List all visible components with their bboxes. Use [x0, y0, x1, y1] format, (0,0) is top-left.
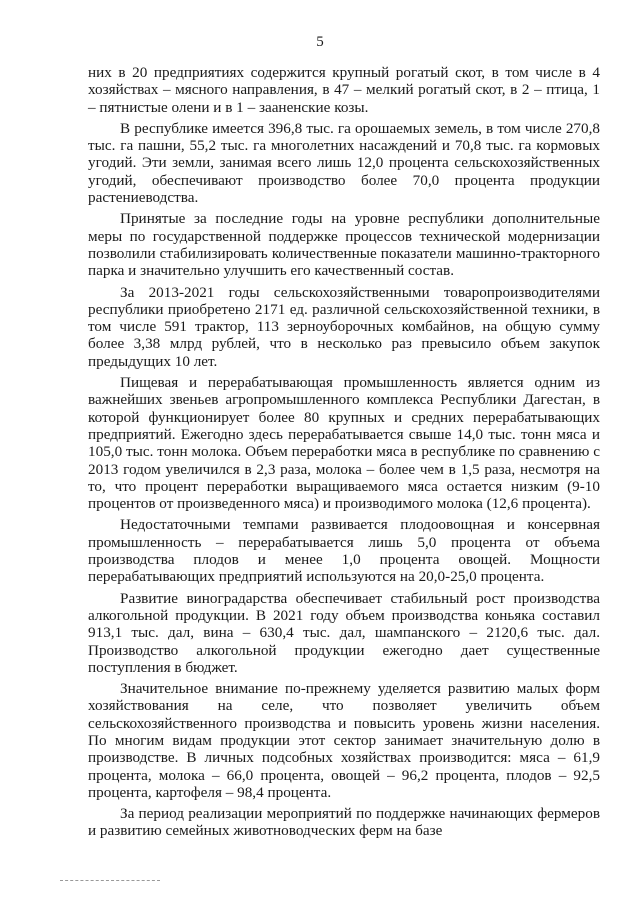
paragraph-food-processing: Пищевая и перерабатывающая промышленность является одним из важнейших звеньев агропромышленного комплекса Республики Дагестан, в которой функционирует более 80 крупных и средних перерабатывающих предприятий. Ежегодно здесь перерабатывается свыше 14,0 тыс. тонн мяса и 105,0 тыс. тонн молока. Объем переработки мяса в республике по сравнению с 2013 годом увеличился в 2,3 раза, молока – более чем в 1,5 раза, несмотря на то, что процент переработки выращиваемого мяса остается низким (9-10 процентов от произведенного мяса) и производимого молока (12,6 процента).	[88, 374, 600, 513]
page-number: 5	[316, 34, 324, 50]
document-body	[88, 64, 600, 844]
paragraph-machinery-purchase: За 2013-2021 годы сельскохозяйственными товаропроизводителями республики приобретено 2171 ед. различной сельскохозяйственной техники, в том числе 591 трактор, 113 зерноуборочных комбайнов, на общую сумму более 3,38 млрд рублей, что в несколько раз превысило объем закупок предыдущих 10 лет.	[88, 283, 600, 370]
paragraph-fruit-vegetable-industry: Недостаточными темпами развивается плодоовощная и консервная промышленность – перерабатывается лишь 5,0 процента от объема производства плодов и менее 1,0 процента овощей. Мощности перерабатывающих предприятий используются на 20,0-25,0 процента.	[88, 516, 600, 586]
paragraph-irrigated-land: В республике имеется 396,8 тыс. га орошаемых земель, в том числе 270,8 тыс. га пашни, 55,2 тыс. га многолетних насаждений и 70,8 тыс. га кормовых угодий. Эти земли, занимая всего лишь 12,0 процента сельскохозяйственных угодий, обеспечивают производство более 70,0 процента продукции растениеводства.	[88, 119, 600, 207]
paragraph-viticulture: Развитие виноградарства обеспечивает стабильный рост производства алкогольной продукции. В 2021 году объем производства коньяка составил 913,1 тыс. дал, вина – 630,4 тыс. дал, шампанского – 2120,6 тыс. дал. Производство алкогольной продукции ежегодно дает существенные поступления в бюджет.	[88, 589, 600, 676]
footer-rule	[60, 880, 160, 881]
paragraph-novice-farmers: За период реализации мероприятий по поддержке начинающих фермеров и развитию семейных животноводческих ферм на базе	[88, 805, 600, 840]
paragraph-small-farms: Значительное внимание по-прежнему уделяется развитию малых форм хозяйствования на селе, что позволяет увеличить объем сельскохозяйственного производства и повысить уровень жизни населения. По многим видам продукции этот сектор занимает значительную долю в производстве. В личных подсобных хозяйствах производится: мяса – 61,9 процента, молока – 66,0 процента, овощей – 96,2 процента, плодов – 92,5 процента, картофеля – 98,4 процента.	[88, 680, 600, 801]
paragraph-continued: них в 20 предприятиях содержится крупный рогатый скот, в том числе в 4 хозяйствах – мясного направления, в 47 – мелкий рогатый скот, в 2 – птица, 1 – пятнистые олени и в 1 – зааненские козы.	[88, 64, 600, 116]
paragraph-modernization: Принятые за последние годы на уровне республики дополнительные меры по государственной поддержке процессов технической модернизации позволили стабилизировать количественные показатели машинно-тракторного парка и значительно улучшить его качественный состав.	[88, 210, 600, 280]
